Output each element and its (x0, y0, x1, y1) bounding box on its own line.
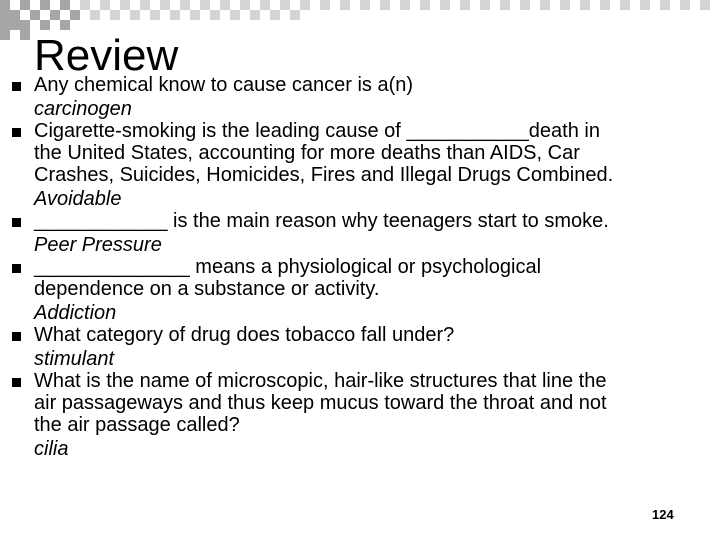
question-text: ______________ means a physiological or psychological dependence on a substance or activity. (34, 256, 542, 300)
list-item (0, 370, 720, 460)
list-item (0, 120, 720, 210)
bullet-square-icon (12, 332, 21, 341)
question-text: Any chemical know to cause cancer is a(n) (34, 74, 414, 96)
answer-text: Addiction (34, 302, 117, 324)
answer-text: carcinogen (34, 98, 132, 120)
question-text: What is the name of microscopic, hair-like structures that line the air passageways and thus keep mucus toward the throat and not the air passage called? (34, 370, 607, 436)
page-number: 124 (652, 507, 674, 522)
answer-text: cilia (34, 438, 69, 460)
question-text: What category of drug does tobacco fall under? (34, 324, 455, 346)
slide-title: Review (34, 31, 179, 80)
review-list (0, 74, 720, 460)
bullet-square-icon (12, 264, 21, 273)
list-item (0, 210, 720, 256)
answer-text: Peer Pressure (34, 234, 162, 256)
list-item (0, 324, 720, 370)
list-item (0, 256, 720, 324)
bullet-square-icon (12, 128, 21, 137)
list-item (0, 74, 720, 120)
question-text: ____________ is the main reason why teenagers start to smoke. (34, 210, 609, 232)
bullet-square-icon (12, 378, 21, 387)
bullet-square-icon (12, 82, 21, 91)
question-text: Cigarette-smoking is the leading cause of ___________death in the United States, accounting for more deaths than AIDS, Car Crashes, Suicides, Homicides, Fires and Illegal Drugs Combined. (34, 120, 614, 186)
bullet-square-icon (12, 218, 21, 227)
answer-text: Avoidable (34, 188, 122, 210)
answer-text: stimulant (34, 348, 115, 370)
